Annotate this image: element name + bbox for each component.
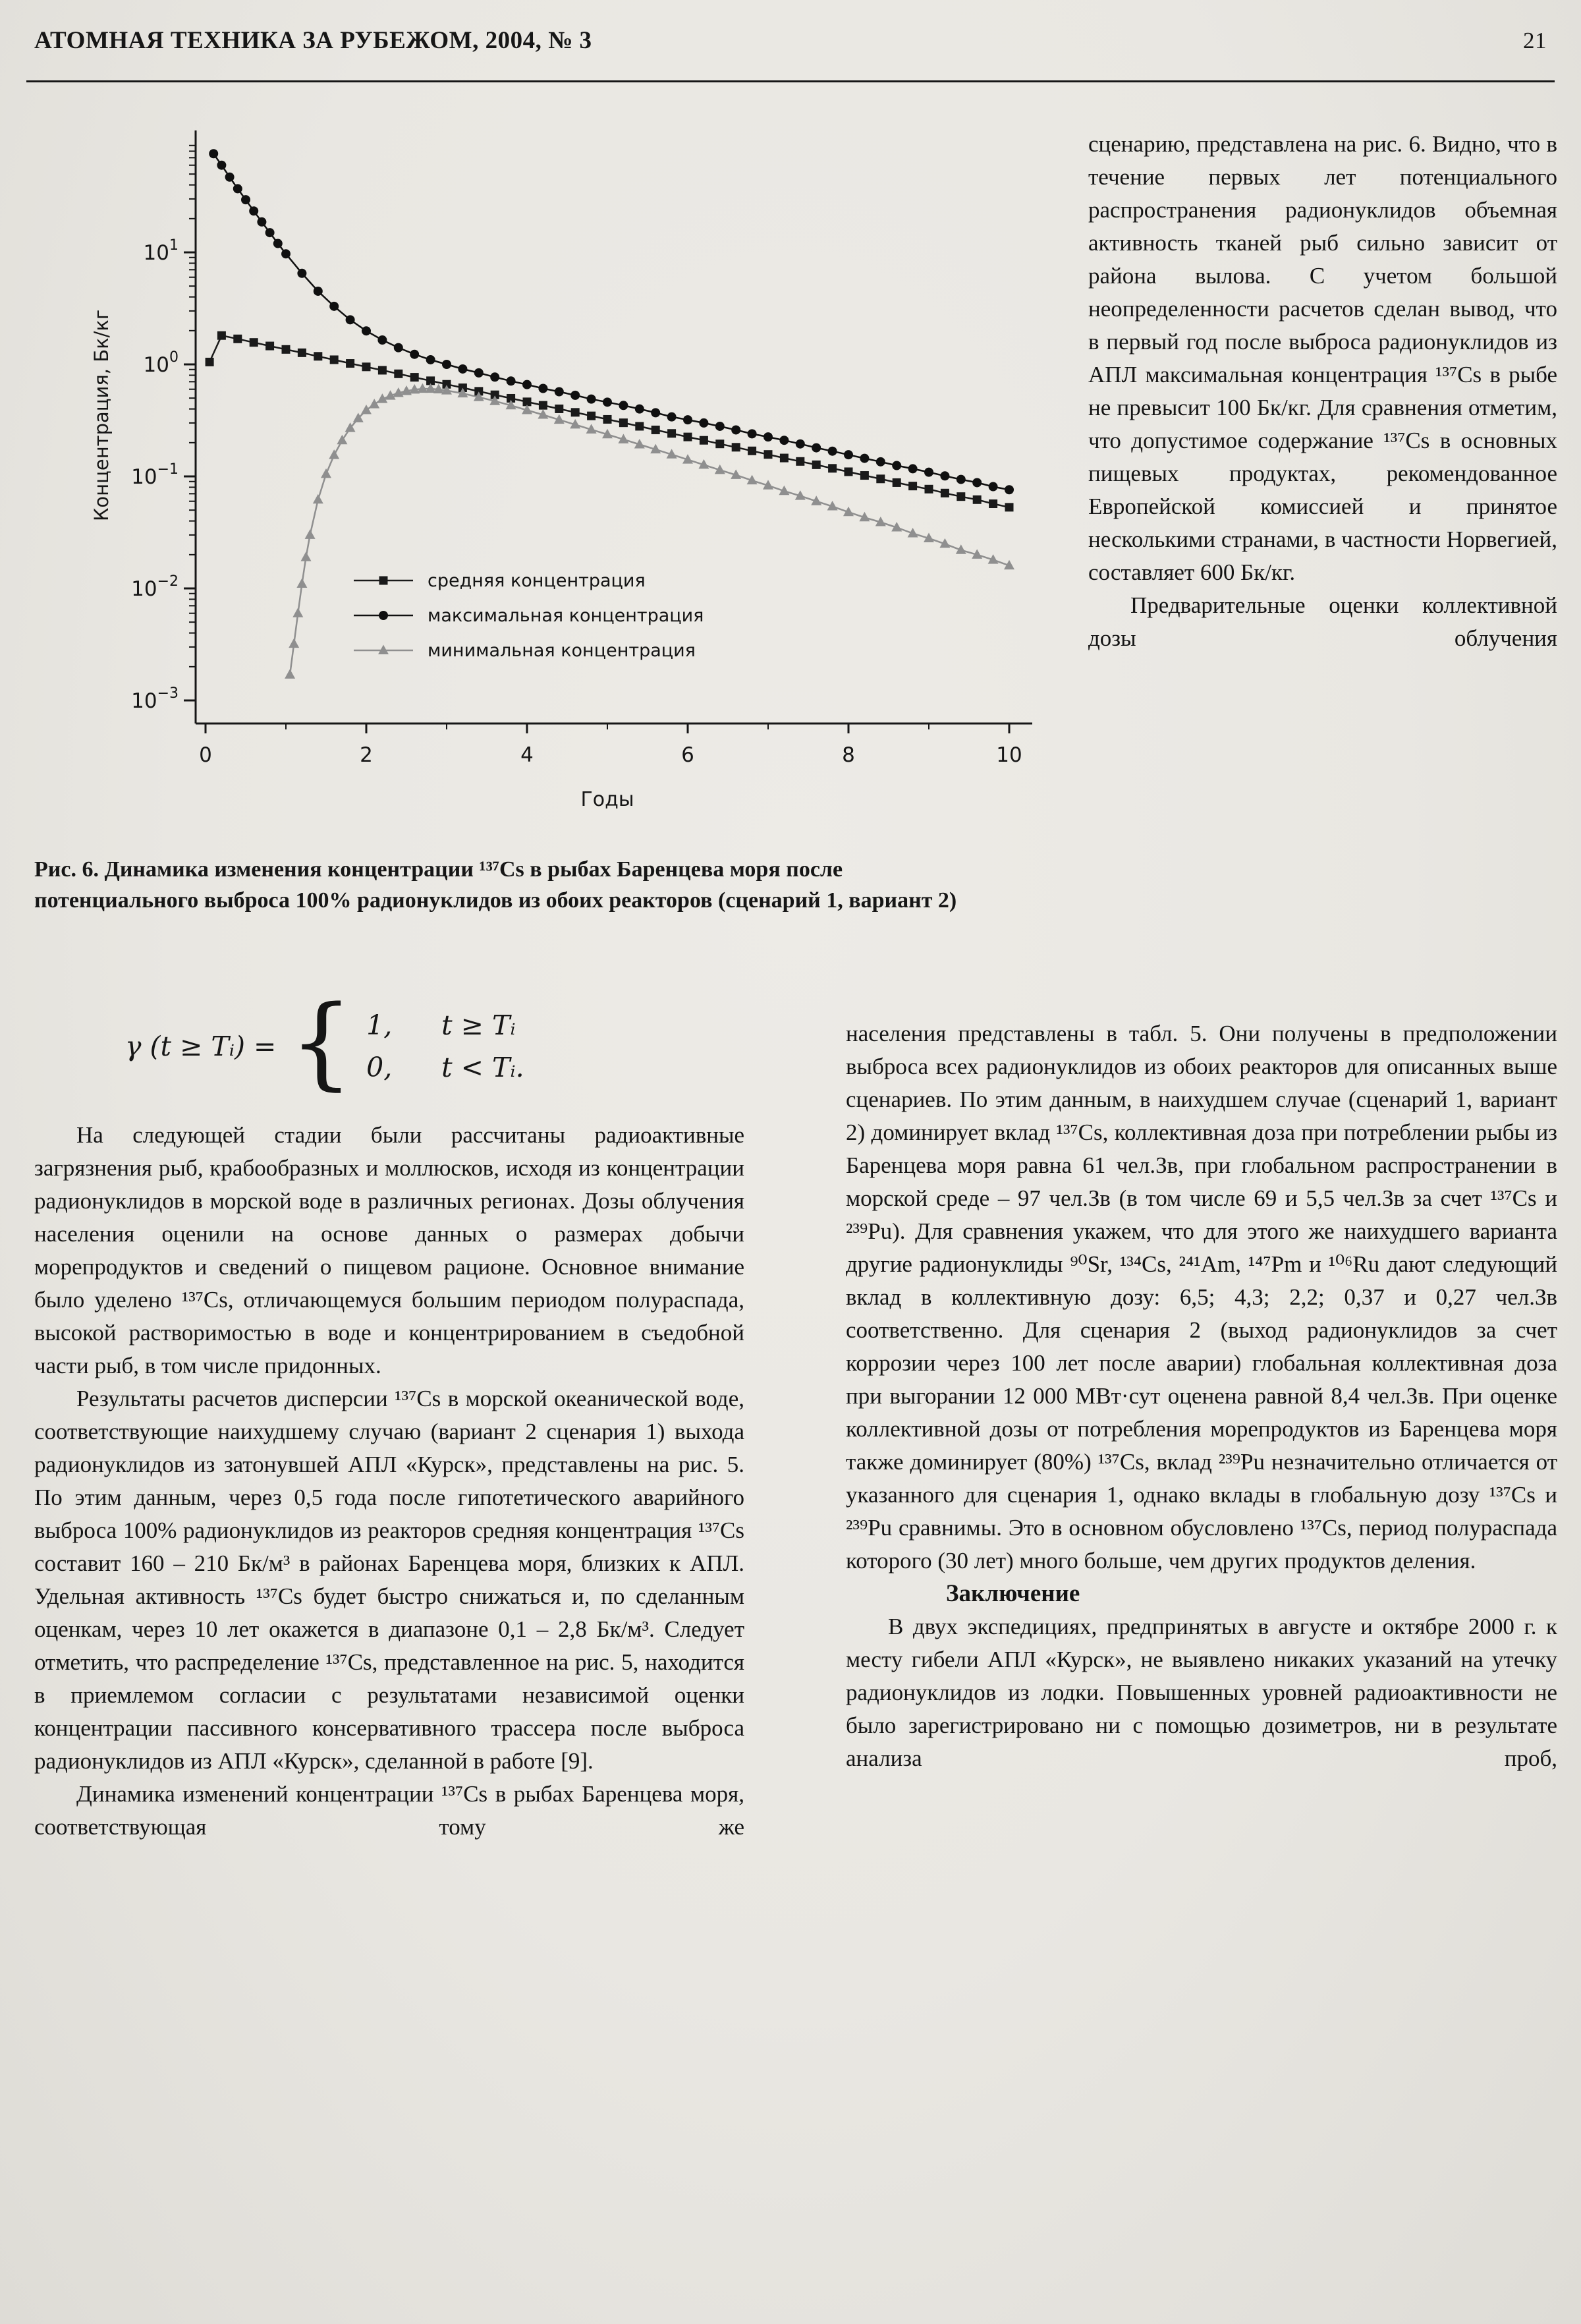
page-header <box>34 26 1547 55</box>
paragraph: Предварительные оценки коллективной дозы облучения <box>1088 592 1557 651</box>
paragraph: Динамика изменений концентрации ¹³⁷Cs в рыбах Баренцева моря, соответствующая тому же <box>34 1781 744 1840</box>
svg-text:Концентрация, Бк/кг: Концентрация, Бк/кг <box>90 309 113 522</box>
svg-text:0: 0 <box>199 743 212 767</box>
svg-text:6: 6 <box>681 743 694 767</box>
svg-text:2: 2 <box>360 743 373 767</box>
svg-text:Годы: Годы <box>580 788 634 811</box>
case-row <box>366 1049 524 1086</box>
page-number: 21 <box>1523 28 1547 53</box>
case-value: 1, <box>366 1009 393 1041</box>
svg-text:10−1: $10^{-1}$ <box>131 461 179 489</box>
svg-text:средняя концентрация: средняя концентрация <box>428 571 646 591</box>
svg-text:100: $10^0$ <box>143 349 179 377</box>
journal-title: АТОМНАЯ ТЕХНИКА ЗА РУБЕЖОМ, 2004, № 3 <box>34 27 592 54</box>
figure-6 <box>74 111 1062 842</box>
svg-text:4: 4 <box>520 743 534 767</box>
figure-6-chart <box>74 111 1062 842</box>
conclusion-heading: Заключение <box>946 1580 1080 1607</box>
gamma-formula <box>125 984 524 1100</box>
svg-text:10: 10 <box>996 743 1022 767</box>
paragraph: населения представлены в табл. 5. Они получены в предположении выброса всех радионуклидов из обоих реакторов для описанных выше сценариев. По этим данным, в наихудшем случае (сценарий 1, вариант 2) доминирует вклад ¹³⁷Cs, коллективная доза при потреблении рыбы из Баренцева моря равна 61 чел.Зв, при глобальном распространении в морской среде – 97 чел.Зв (в том числе 69 и 5,5 чел.Зв за счет ¹³⁷Cs и ²³⁹Pu). Для сравнения укажем, что для этого же наихудшего варианта другие радионуклиды ⁹⁰Sr, ¹³⁴Cs, ²⁴¹Am, ¹⁴⁷Pm и ¹⁰⁶Ru дают следующий вклад в коллективную дозу: 6,5; 4,3; 2,2; 0,37 и 0,27 чел.Зв соответственно. Для сценария 2 (выход радионуклидов за счет коррозии через 100 лет после аварии) глобальная коллективная доза при выгорании 12 000 МВт·сут оценена равной 8,4 чел.Зв. При оценке коллективной дозы от потребления морепродуктов из Баренцева моря также доминирует (80%) ¹³⁷Cs, вклад ²³⁹Pu незначительно отличается от указанного для сценария 1, однако вклады в глобальную дозу ¹³⁷Cs и ²³⁹Pu сравнимы. Это в основном обусловлено ¹³⁷Cs, период полураспада которого (30 лет) много больше, чем других продуктов деления. <box>846 1021 1557 1573</box>
right-column-top <box>1088 128 1557 655</box>
formula-lhs: γ (t ≥ Tᵢ) = <box>125 1031 277 1062</box>
case-rows <box>366 1007 524 1086</box>
svg-text:8: 8 <box>842 743 855 767</box>
header-rule <box>26 80 1555 82</box>
right-column-bottom <box>846 1017 1557 1775</box>
paragraph: Результаты расчетов дисперсии ¹³⁷Cs в морской океанической воде, соответствующие наихудшему случаю (вариант 2 сценария 1) выхода радионуклидов из затонувшей АПЛ «Курск», представлены на рис. 5. По этим данным, через 0,5 года после гипотетического аварийного выброса 100% радионуклидов из реакторов средняя концентрация ¹³⁷Cs составит 160 – 210 Бк/м³ в районах Баренцева моря, близких к АПЛ. Удельная активность ¹³⁷Cs будет быстро снижаться и, по сделанным оценкам, через 10 лет окажется в диапазоне 0,1 – 2,8 Бк/м³. Следует отметить, что распределение ¹³⁷Cs, представленное на рис. 5, находится в приемлемом согласии с результатами независимой оценки концентрации пассивного консервативного трассера после выброса радионуклидов из АПЛ «Курск», сделанной в работе [9]. <box>34 1386 744 1774</box>
paragraph: сценарию, представлена на рис. 6. Видно, что в течение первых лет потенциального распространения радионуклидов объемная активность тканей рыб сильно зависит от района вылова. С учетом большой неопределенности расчетов сделан вывод, что в первый год после выброса радионуклидов из АПЛ максимальная концентрация ¹³⁷Cs в рыбе не превысит 100 Бк/кг. Для сравнения отметим, что допустимое содержание ¹³⁷Cs в основных пищевых продуктах, рекомендованное Европейской комиссией и принятое несколькими странами, в частности Норвегией, составляет 600 Бк/кг. <box>1088 131 1557 585</box>
figure-6-caption: Рис. 6. Динамика изменения концентрации ¹³⁷Cs в рыбах Баренцева моря после потенциального выброса 100% радионуклидов из обоих реакторов (сценарий 1, вариант 2) <box>34 857 957 913</box>
svg-text:10−2: $10^{-2}$ <box>131 573 179 601</box>
svg-text:10−3: $10^{-3}$ <box>131 685 179 713</box>
paragraph: На следующей стадии были рассчитаны радиоактивные загрязнения рыб, крабообразных и моллюсков, исходя из концентрации радионуклидов в морской воде в различных регионах. Дозы облучения населения оценили на основе данных о размерах добычи морепродуктов и сведений о пищевом рационе. Основное внимание было уделено ¹³⁷Cs, отличающемуся большим периодом полураспада, высокой растворимостью в воде и концентрированием в съедобной части рыб, в том числе придонных. <box>34 1122 744 1378</box>
svg-text:101: $10^1$ <box>143 237 179 265</box>
case-brace: { <box>289 984 354 1100</box>
case-value: 0, <box>366 1052 393 1083</box>
case-condition: t ≥ Tᵢ <box>441 1009 516 1041</box>
svg-text:максимальная концентрация: максимальная концентрация <box>428 606 704 626</box>
paragraph: В двух экспедициях, предпринятых в августе и октябре 2000 г. к месту гибели АПЛ «Курск», не выявлено никаких указаний на утечку радионуклидов из лодки. Повышенных уровней радиоактивности не было зарегистрировано ни с помощью дозиметров, ни в результате анализа проб, <box>846 1614 1557 1771</box>
case-row <box>366 1007 524 1044</box>
svg-text:минимальная концентрация: минимальная концентрация <box>428 640 696 661</box>
case-condition: t < Tᵢ. <box>441 1052 524 1083</box>
left-column <box>34 1119 744 1844</box>
